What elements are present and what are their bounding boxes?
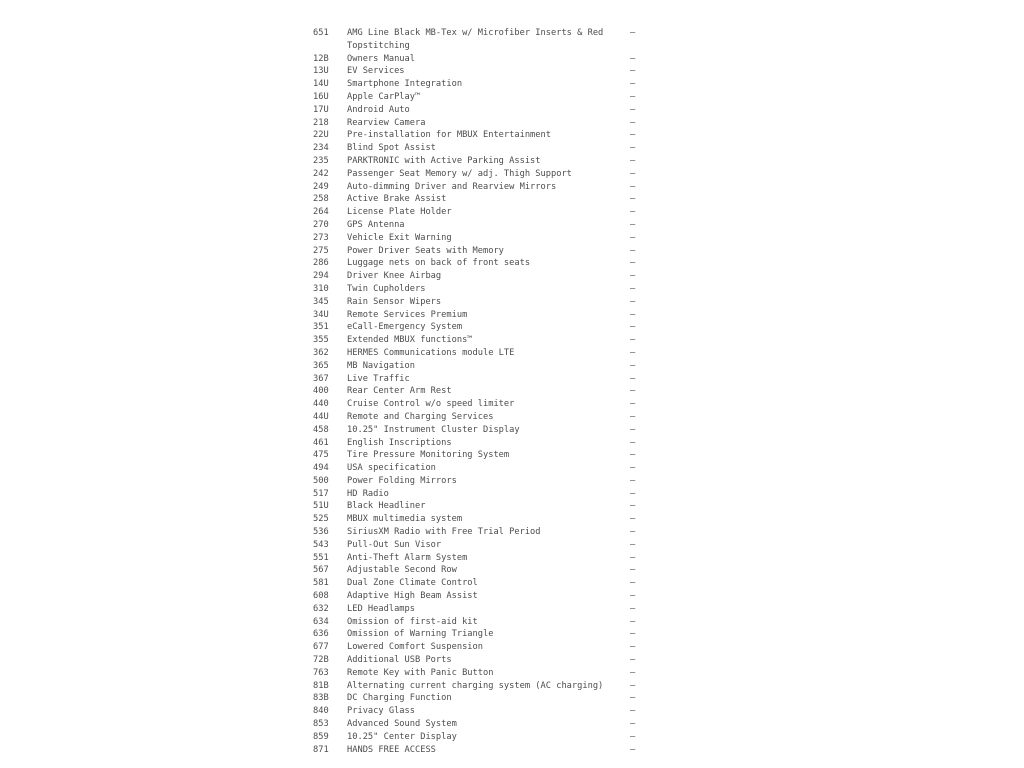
option-code: 310 (313, 283, 329, 294)
option-code: 242 (313, 168, 329, 179)
option-code: 458 (313, 424, 329, 435)
option-description: Omission of Warning Triangle (347, 629, 494, 640)
value-dash: — (630, 578, 636, 589)
option-code: 286 (313, 258, 329, 269)
option-description: EV Services (347, 66, 405, 77)
option-description: SiriusXM Radio with Free Trial Period (347, 527, 541, 538)
value-dash: — (630, 28, 636, 38)
option-description: eCall-Emergency System (347, 322, 463, 333)
value-dash: — (630, 335, 636, 346)
option-description: GPS Antenna (347, 219, 405, 230)
option-code: 871 (313, 744, 329, 755)
option-code: 608 (313, 591, 329, 602)
equipment-row (313, 142, 653, 155)
option-description: Adaptive High Beam Assist (347, 591, 478, 602)
option-description: DC Charging Function (347, 693, 452, 704)
value-dash: — (630, 539, 636, 550)
equipment-row (313, 296, 653, 309)
option-description: Smartphone Integration (347, 79, 463, 90)
equipment-row (313, 616, 653, 629)
equipment-row (313, 347, 653, 360)
equipment-row (313, 692, 653, 705)
option-description: Pull-Out Sun Visor (347, 539, 442, 550)
option-code: 543 (313, 539, 329, 550)
option-description: HD Radio (347, 488, 389, 499)
option-code: 13U (313, 66, 329, 77)
option-code: 44U (313, 411, 329, 422)
value-dash: — (630, 616, 636, 627)
option-code: 22U (313, 130, 329, 141)
option-code: 83B (313, 693, 329, 704)
value-dash: — (630, 655, 636, 666)
option-code: 651 (313, 28, 329, 38)
equipment-row (313, 705, 653, 718)
value-dash: — (630, 667, 636, 678)
option-description: PARKTRONIC with Active Parking Assist (347, 155, 541, 166)
option-code: 264 (313, 207, 329, 218)
option-description: MBUX multimedia system (347, 514, 463, 525)
option-code: 859 (313, 731, 329, 742)
option-description: Active Brake Assist (347, 194, 447, 205)
option-code: 636 (313, 629, 329, 640)
option-description: Dual Zone Climate Control (347, 578, 478, 589)
equipment-row (313, 360, 653, 373)
option-description: Omission of first-aid kit (347, 616, 478, 627)
equipment-row (313, 117, 653, 130)
value-dash: — (630, 245, 636, 256)
option-description: Remote Services Premium (347, 309, 468, 320)
value-dash: — (630, 155, 636, 166)
option-code: 551 (313, 552, 329, 563)
option-description: Owners Manual (347, 53, 415, 64)
value-dash: — (630, 283, 636, 294)
value-dash: — (630, 463, 636, 474)
value-dash: — (630, 181, 636, 192)
equipment-row (313, 564, 653, 577)
value-dash: — (630, 565, 636, 576)
option-description: Power Driver Seats with Memory (347, 245, 504, 256)
equipment-row (313, 193, 653, 206)
option-description: Android Auto (347, 104, 410, 115)
option-code: 494 (313, 463, 329, 474)
option-description: USA specification (347, 463, 436, 474)
option-description: 10.25" Center Display (347, 731, 457, 742)
option-code: 234 (313, 143, 329, 154)
value-dash: — (630, 437, 636, 448)
equipment-row (313, 334, 653, 347)
option-description: Alternating current charging system (AC charging) (347, 680, 604, 691)
value-dash: — (630, 309, 636, 320)
equipment-row (313, 411, 653, 424)
value-dash: — (630, 271, 636, 282)
option-code: 294 (313, 271, 329, 282)
option-code: 517 (313, 488, 329, 499)
equipment-row (313, 385, 653, 398)
option-code: 440 (313, 399, 329, 410)
option-description: Power Folding Mirrors (347, 475, 457, 486)
option-code: 249 (313, 181, 329, 192)
option-description: English Inscriptions (347, 437, 452, 448)
option-description: Vehicle Exit Warning (347, 232, 452, 243)
value-dash: — (630, 731, 636, 742)
equipment-row (313, 155, 653, 168)
value-dash: — (630, 194, 636, 205)
option-code: 475 (313, 450, 329, 461)
value-dash: — (630, 296, 636, 307)
option-description: Lowered Comfort Suspension (347, 642, 483, 653)
option-code: 634 (313, 616, 329, 627)
equipment-row (313, 245, 653, 258)
equipment-row (313, 654, 653, 667)
option-code: 536 (313, 527, 329, 538)
equipment-row (313, 270, 653, 283)
option-description: Advanced Sound System (347, 719, 457, 730)
option-code: 273 (313, 232, 329, 243)
equipment-row (313, 603, 653, 616)
equipment-row (313, 91, 653, 104)
value-dash: — (630, 373, 636, 384)
value-dash: — (630, 527, 636, 538)
equipment-row (313, 219, 653, 232)
value-dash: — (630, 424, 636, 435)
value-dash: — (630, 219, 636, 230)
option-description: Blind Spot Assist (347, 143, 436, 154)
equipment-row (313, 65, 653, 78)
equipment-row (313, 552, 653, 565)
option-description: Remote Key with Panic Button (347, 667, 494, 678)
option-code: 218 (313, 117, 329, 128)
equipment-row (313, 398, 653, 411)
value-dash: — (630, 591, 636, 602)
equipment-row (313, 500, 653, 513)
option-description: Black Headliner (347, 501, 426, 512)
equipment-row (313, 590, 653, 603)
option-code: 34U (313, 309, 329, 320)
option-description: MB Navigation (347, 360, 415, 371)
option-code: 270 (313, 219, 329, 230)
option-code: 840 (313, 706, 329, 717)
value-dash: — (630, 488, 636, 499)
equipment-row (313, 577, 653, 590)
option-code: 525 (313, 514, 329, 525)
value-dash: — (630, 347, 636, 358)
option-code: 17U (313, 104, 329, 115)
equipment-row (313, 539, 653, 552)
value-dash: — (630, 642, 636, 653)
equipment-list (313, 27, 653, 756)
value-dash: — (630, 501, 636, 512)
option-code: 365 (313, 360, 329, 371)
option-description: Driver Knee Airbag (347, 271, 442, 282)
option-code: 632 (313, 603, 329, 614)
equipment-row (313, 424, 653, 437)
equipment-row (313, 257, 653, 270)
equipment-row (313, 488, 653, 501)
option-description: Adjustable Second Row (347, 565, 457, 576)
equipment-row (313, 373, 653, 386)
equipment-row (313, 168, 653, 181)
option-description: Passenger Seat Memory w/ adj. Thigh Support (347, 168, 572, 179)
equipment-row (313, 129, 653, 142)
option-description: Apple CarPlay™ (347, 91, 421, 102)
option-code: 853 (313, 719, 329, 730)
option-code: 367 (313, 373, 329, 384)
option-code: 362 (313, 347, 329, 358)
value-dash: — (630, 232, 636, 243)
equipment-row (313, 53, 653, 66)
equipment-row (313, 641, 653, 654)
option-code: 12B (313, 53, 329, 64)
option-code: 763 (313, 667, 329, 678)
value-dash: — (630, 693, 636, 704)
option-description: Pre-installation for MBUX Entertainment (347, 130, 551, 141)
option-description: 10.25" Instrument Cluster Display (347, 424, 520, 435)
equipment-row (313, 475, 653, 488)
option-code: 461 (313, 437, 329, 448)
option-description: Additional USB Ports (347, 655, 452, 666)
option-code: 51U (313, 501, 329, 512)
equipment-row (313, 321, 653, 334)
equipment-row (313, 744, 653, 757)
option-code: 355 (313, 335, 329, 346)
option-description: Luggage nets on back of front seats (347, 258, 531, 269)
value-dash: — (630, 399, 636, 410)
option-description: Extended MBUX functions™ (347, 335, 473, 346)
equipment-row (313, 680, 653, 693)
option-code: 400 (313, 386, 329, 397)
equipment-row (313, 449, 653, 462)
value-dash: — (630, 322, 636, 333)
equipment-row (313, 283, 653, 296)
equipment-row (313, 526, 653, 539)
equipment-row (313, 731, 653, 744)
option-description: HANDS FREE ACCESS (347, 744, 436, 755)
value-dash: — (630, 514, 636, 525)
option-code: 275 (313, 245, 329, 256)
option-code: 500 (313, 475, 329, 486)
option-description: Privacy Glass (347, 706, 415, 717)
value-dash: — (630, 450, 636, 461)
option-description: Rear Center Arm Rest (347, 386, 452, 397)
option-code: 567 (313, 565, 329, 576)
value-dash: — (630, 475, 636, 486)
option-description: License Plate Holder (347, 207, 452, 218)
value-dash: — (630, 207, 636, 218)
equipment-row (313, 232, 653, 245)
value-dash: — (630, 629, 636, 640)
value-dash: — (630, 411, 636, 422)
option-description: Rearview Camera (347, 117, 426, 128)
value-dash: — (630, 744, 636, 755)
equipment-row (313, 437, 653, 450)
equipment-row (313, 309, 653, 322)
equipment-row (313, 181, 653, 194)
equipment-row (313, 718, 653, 731)
option-code: 351 (313, 322, 329, 333)
option-description: Twin Cupholders (347, 283, 426, 294)
option-code: 235 (313, 155, 329, 166)
option-code: 677 (313, 642, 329, 653)
equipment-row (313, 27, 653, 53)
option-code: 14U (313, 79, 329, 90)
value-dash: — (630, 719, 636, 730)
option-code: 81B (313, 680, 329, 691)
value-dash: — (630, 104, 636, 115)
value-dash: — (630, 143, 636, 154)
value-dash: — (630, 117, 636, 128)
value-dash: — (630, 91, 636, 102)
option-code: 16U (313, 91, 329, 102)
value-dash: — (630, 66, 636, 77)
equipment-row (313, 513, 653, 526)
equipment-row (313, 628, 653, 641)
equipment-row (313, 78, 653, 91)
value-dash: — (630, 706, 636, 717)
option-code: 345 (313, 296, 329, 307)
value-dash: — (630, 79, 636, 90)
option-description: Tire Pressure Monitoring System (347, 450, 510, 461)
value-dash: — (630, 680, 636, 691)
value-dash: — (630, 552, 636, 563)
option-code: 258 (313, 194, 329, 205)
value-dash: — (630, 258, 636, 269)
equipment-row (313, 206, 653, 219)
option-description: Remote and Charging Services (347, 411, 494, 422)
value-dash: — (630, 53, 636, 64)
option-description: Live Traffic (347, 373, 410, 384)
equipment-row (313, 104, 653, 117)
value-dash: — (630, 130, 636, 141)
equipment-row (313, 462, 653, 475)
option-code: 72B (313, 655, 329, 666)
option-description: Auto-dimming Driver and Rearview Mirrors (347, 181, 557, 192)
value-dash: — (630, 168, 636, 179)
option-description: HERMES Communications module LTE (347, 347, 515, 358)
option-description: AMG Line Black MB-Tex w/ Microfiber Inserts & Red Topstitching (347, 28, 604, 51)
option-description: Anti-Theft Alarm System (347, 552, 468, 563)
value-dash: — (630, 360, 636, 371)
option-code: 581 (313, 578, 329, 589)
option-description: Rain Sensor Wipers (347, 296, 442, 307)
option-description: Cruise Control w/o speed limiter (347, 399, 515, 410)
equipment-row (313, 667, 653, 680)
option-description: LED Headlamps (347, 603, 415, 614)
value-dash: — (630, 386, 636, 397)
value-dash: — (630, 603, 636, 614)
